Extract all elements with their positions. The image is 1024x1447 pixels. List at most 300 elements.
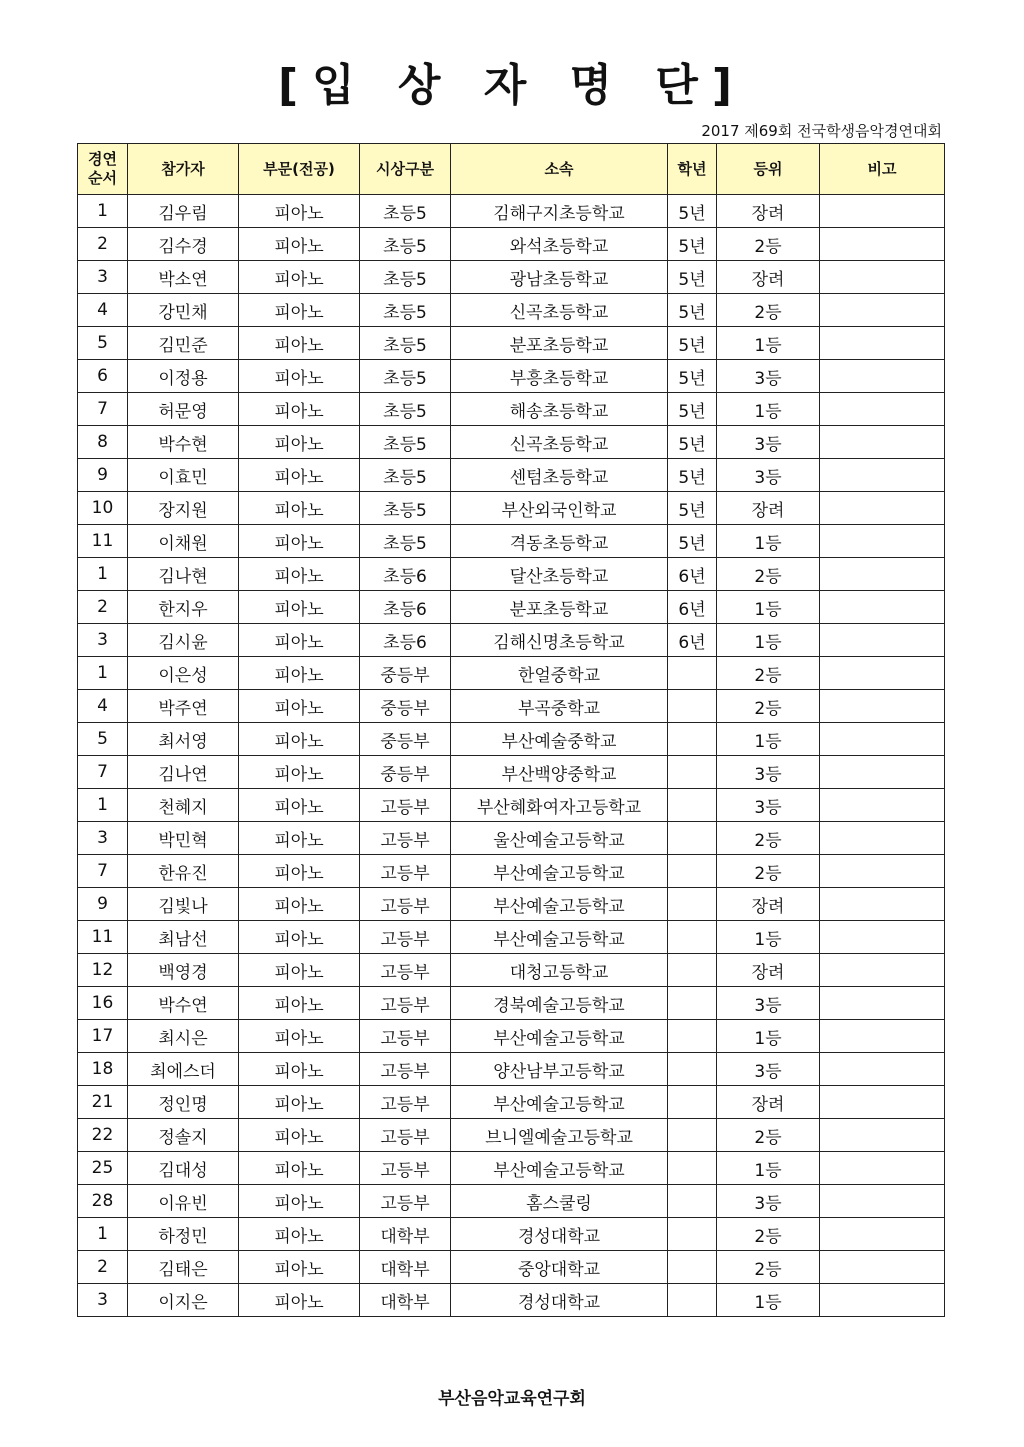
- cell-name: 김태은: [128, 1251, 239, 1284]
- table-row: [78, 987, 945, 1020]
- cell-grade: [668, 1053, 717, 1086]
- table-row: [78, 789, 945, 822]
- cell-name: 천혜지: [128, 789, 239, 822]
- cell-division: 피아노: [239, 459, 360, 492]
- cell-school: 부흥초등학교: [451, 360, 668, 393]
- cell-rank: 1등: [717, 525, 820, 558]
- cell-order: 6: [78, 360, 128, 393]
- cell-order: 9: [78, 888, 128, 921]
- table-row: [78, 690, 945, 723]
- cell-school: 부곡중학교: [451, 690, 668, 723]
- table-row: [78, 954, 945, 987]
- cell-division: 피아노: [239, 723, 360, 756]
- cell-note: [820, 558, 945, 591]
- cell-division: 피아노: [239, 921, 360, 954]
- cell-name: 최에스더: [128, 1053, 239, 1086]
- cell-category: 고등부: [360, 855, 451, 888]
- table-header-row: [78, 144, 945, 195]
- cell-note: [820, 1020, 945, 1053]
- cell-category: 고등부: [360, 1086, 451, 1119]
- cell-order: 16: [78, 987, 128, 1020]
- cell-grade: [668, 1020, 717, 1053]
- cell-order: 25: [78, 1152, 128, 1185]
- cell-category: 초등5: [360, 327, 451, 360]
- cell-school: 부산예술고등학교: [451, 921, 668, 954]
- cell-school: 해송초등학교: [451, 393, 668, 426]
- table-row: [78, 558, 945, 591]
- table-row: [78, 657, 945, 690]
- cell-order: 2: [78, 1251, 128, 1284]
- cell-division: 피아노: [239, 624, 360, 657]
- cell-category: 중등부: [360, 756, 451, 789]
- cell-division: 피아노: [239, 855, 360, 888]
- cell-grade: 5년: [668, 492, 717, 525]
- cell-grade: 5년: [668, 393, 717, 426]
- table-row: [78, 1119, 945, 1152]
- cell-grade: 5년: [668, 294, 717, 327]
- table-row: [78, 360, 945, 393]
- cell-name: 박민혁: [128, 822, 239, 855]
- cell-grade: [668, 1284, 717, 1317]
- cell-category: 초등5: [360, 228, 451, 261]
- cell-division: 피아노: [239, 690, 360, 723]
- cell-rank: 3등: [717, 360, 820, 393]
- table-row: [78, 1251, 945, 1284]
- cell-school: 김해신명초등학교: [451, 624, 668, 657]
- cell-name: 박주연: [128, 690, 239, 723]
- cell-school: 부산백양중학교: [451, 756, 668, 789]
- table-row: [78, 228, 945, 261]
- table-row: [78, 1053, 945, 1086]
- table-row: [78, 756, 945, 789]
- cell-category: 고등부: [360, 789, 451, 822]
- cell-category: 초등5: [360, 492, 451, 525]
- cell-note: [820, 723, 945, 756]
- cell-note: [820, 1284, 945, 1317]
- cell-order: 22: [78, 1119, 128, 1152]
- cell-category: 대학부: [360, 1218, 451, 1251]
- cell-note: [820, 426, 945, 459]
- cell-order: 8: [78, 426, 128, 459]
- cell-rank: 1등: [717, 591, 820, 624]
- cell-name: 한지우: [128, 591, 239, 624]
- cell-school: 분포초등학교: [451, 327, 668, 360]
- cell-note: [820, 921, 945, 954]
- cell-category: 초등5: [360, 525, 451, 558]
- cell-order: 3: [78, 261, 128, 294]
- cell-category: 고등부: [360, 954, 451, 987]
- organization-footer: 부산음악교육연구회: [438, 1389, 586, 1409]
- cell-order: 11: [78, 525, 128, 558]
- header-note: 비고: [820, 144, 945, 195]
- cell-grade: 6년: [668, 591, 717, 624]
- cell-division: 피아노: [239, 261, 360, 294]
- header-school: 소속: [451, 144, 668, 195]
- cell-school: 경성대학교: [451, 1284, 668, 1317]
- table-row: [78, 624, 945, 657]
- cell-grade: [668, 855, 717, 888]
- cell-category: 중등부: [360, 723, 451, 756]
- table-row: [78, 459, 945, 492]
- cell-rank: 2등: [717, 558, 820, 591]
- cell-rank: 장려: [717, 954, 820, 987]
- cell-school: 김해구지초등학교: [451, 195, 668, 228]
- cell-name: 박수현: [128, 426, 239, 459]
- cell-rank: 1등: [717, 393, 820, 426]
- cell-grade: [668, 888, 717, 921]
- cell-rank: 장려: [717, 492, 820, 525]
- cell-division: 피아노: [239, 954, 360, 987]
- cell-school: 대청고등학교: [451, 954, 668, 987]
- header-rank: 등위: [717, 144, 820, 195]
- cell-division: 피아노: [239, 1251, 360, 1284]
- cell-order: 3: [78, 1284, 128, 1317]
- table-row: [78, 1218, 945, 1251]
- cell-note: [820, 756, 945, 789]
- cell-school: 광남초등학교: [451, 261, 668, 294]
- cell-order: 28: [78, 1185, 128, 1218]
- cell-order: 7: [78, 855, 128, 888]
- cell-name: 김시윤: [128, 624, 239, 657]
- cell-name: 김나현: [128, 558, 239, 591]
- table-row: [78, 195, 945, 228]
- cell-division: 피아노: [239, 1053, 360, 1086]
- cell-rank: 3등: [717, 1185, 820, 1218]
- table-row: [78, 327, 945, 360]
- table-row: [78, 393, 945, 426]
- table-row: [78, 426, 945, 459]
- table-row: [78, 921, 945, 954]
- cell-note: [820, 393, 945, 426]
- cell-school: 부산예술고등학교: [451, 1152, 668, 1185]
- cell-name: 이은성: [128, 657, 239, 690]
- cell-category: 고등부: [360, 921, 451, 954]
- cell-note: [820, 1053, 945, 1086]
- cell-rank: 2등: [717, 855, 820, 888]
- cell-school: 양산남부고등학교: [451, 1053, 668, 1086]
- cell-order: 11: [78, 921, 128, 954]
- cell-rank: 3등: [717, 1053, 820, 1086]
- cell-division: 피아노: [239, 987, 360, 1020]
- cell-name: 김우림: [128, 195, 239, 228]
- cell-note: [820, 855, 945, 888]
- cell-order: 1: [78, 558, 128, 591]
- cell-division: 피아노: [239, 393, 360, 426]
- cell-school: 센텀초등학교: [451, 459, 668, 492]
- cell-category: 대학부: [360, 1284, 451, 1317]
- cell-division: 피아노: [239, 558, 360, 591]
- cell-category: 고등부: [360, 1119, 451, 1152]
- cell-name: 정솔지: [128, 1119, 239, 1152]
- cell-rank: 장려: [717, 195, 820, 228]
- cell-grade: [668, 657, 717, 690]
- cell-note: [820, 360, 945, 393]
- winners-table: [77, 143, 945, 1317]
- cell-rank: 1등: [717, 327, 820, 360]
- cell-rank: 1등: [717, 723, 820, 756]
- cell-rank: 2등: [717, 1119, 820, 1152]
- cell-note: [820, 789, 945, 822]
- cell-name: 김나연: [128, 756, 239, 789]
- cell-note: [820, 1086, 945, 1119]
- cell-note: [820, 987, 945, 1020]
- header-category: 시상구분: [360, 144, 451, 195]
- cell-school: 경북예술고등학교: [451, 987, 668, 1020]
- cell-name: 이채원: [128, 525, 239, 558]
- cell-note: [820, 624, 945, 657]
- cell-note: [820, 1185, 945, 1218]
- cell-grade: [668, 822, 717, 855]
- cell-name: 김대성: [128, 1152, 239, 1185]
- cell-note: [820, 195, 945, 228]
- cell-rank: 장려: [717, 261, 820, 294]
- cell-division: 피아노: [239, 822, 360, 855]
- cell-category: 초등6: [360, 591, 451, 624]
- table-row: [78, 1284, 945, 1317]
- cell-note: [820, 1218, 945, 1251]
- cell-school: 와석초등학교: [451, 228, 668, 261]
- cell-note: [820, 888, 945, 921]
- table-row: [78, 1086, 945, 1119]
- cell-division: 피아노: [239, 789, 360, 822]
- cell-rank: 3등: [717, 459, 820, 492]
- cell-grade: 6년: [668, 558, 717, 591]
- table-row: [78, 723, 945, 756]
- cell-order: 1: [78, 195, 128, 228]
- cell-name: 최서영: [128, 723, 239, 756]
- cell-category: 고등부: [360, 1152, 451, 1185]
- cell-rank: 장려: [717, 1086, 820, 1119]
- cell-name: 정인명: [128, 1086, 239, 1119]
- header-grade: 학년: [668, 144, 717, 195]
- cell-school: 부산혜화여자고등학교: [451, 789, 668, 822]
- cell-rank: 1등: [717, 1152, 820, 1185]
- cell-category: 초등5: [360, 459, 451, 492]
- page-title: [입 상 자 명 단]: [277, 60, 746, 111]
- cell-category: 고등부: [360, 987, 451, 1020]
- cell-school: 분포초등학교: [451, 591, 668, 624]
- cell-grade: [668, 690, 717, 723]
- cell-division: 피아노: [239, 1284, 360, 1317]
- cell-grade: 5년: [668, 525, 717, 558]
- cell-division: 피아노: [239, 1086, 360, 1119]
- cell-order: 12: [78, 954, 128, 987]
- cell-grade: 5년: [668, 327, 717, 360]
- cell-category: 고등부: [360, 1053, 451, 1086]
- cell-name: 최남선: [128, 921, 239, 954]
- cell-order: 2: [78, 228, 128, 261]
- cell-rank: 3등: [717, 789, 820, 822]
- cell-rank: 3등: [717, 756, 820, 789]
- cell-school: 달산초등학교: [451, 558, 668, 591]
- cell-grade: [668, 987, 717, 1020]
- cell-rank: 1등: [717, 1284, 820, 1317]
- cell-school: 한얼중학교: [451, 657, 668, 690]
- header-name: 참가자: [128, 144, 239, 195]
- cell-school: 울산예술고등학교: [451, 822, 668, 855]
- table-row: [78, 591, 945, 624]
- cell-grade: [668, 756, 717, 789]
- cell-note: [820, 657, 945, 690]
- cell-rank: 1등: [717, 624, 820, 657]
- cell-order: 9: [78, 459, 128, 492]
- cell-school: 부산예술중학교: [451, 723, 668, 756]
- cell-division: 피아노: [239, 591, 360, 624]
- cell-school: 부산예술고등학교: [451, 888, 668, 921]
- cell-note: [820, 525, 945, 558]
- cell-grade: 5년: [668, 261, 717, 294]
- cell-name: 하정민: [128, 1218, 239, 1251]
- cell-division: 피아노: [239, 1218, 360, 1251]
- cell-school: 부산예술고등학교: [451, 1086, 668, 1119]
- table-row: [78, 1185, 945, 1218]
- cell-name: 김빛나: [128, 888, 239, 921]
- cell-division: 피아노: [239, 888, 360, 921]
- cell-category: 초등5: [360, 426, 451, 459]
- cell-school: 부산예술고등학교: [451, 855, 668, 888]
- cell-rank: 3등: [717, 987, 820, 1020]
- cell-category: 초등5: [360, 360, 451, 393]
- table-row: [78, 294, 945, 327]
- cell-rank: 3등: [717, 426, 820, 459]
- cell-division: 피아노: [239, 1020, 360, 1053]
- cell-grade: [668, 1185, 717, 1218]
- cell-division: 피아노: [239, 492, 360, 525]
- cell-grade: [668, 1086, 717, 1119]
- header-order: 경연 순서: [78, 144, 128, 195]
- cell-division: 피아노: [239, 525, 360, 558]
- cell-name: 김민준: [128, 327, 239, 360]
- cell-name: 이지은: [128, 1284, 239, 1317]
- cell-school: 브니엘예술고등학교: [451, 1119, 668, 1152]
- table-row: [78, 1152, 945, 1185]
- cell-grade: [668, 954, 717, 987]
- cell-name: 이정용: [128, 360, 239, 393]
- cell-order: 7: [78, 756, 128, 789]
- competition-subtitle: 2017 제69회 전국학생음악경연대회: [701, 122, 942, 140]
- cell-note: [820, 228, 945, 261]
- cell-grade: 5년: [668, 228, 717, 261]
- cell-rank: 2등: [717, 228, 820, 261]
- cell-name: 박수연: [128, 987, 239, 1020]
- cell-order: 4: [78, 294, 128, 327]
- table-row: [78, 822, 945, 855]
- cell-category: 초등6: [360, 558, 451, 591]
- cell-division: 피아노: [239, 327, 360, 360]
- cell-division: 피아노: [239, 1185, 360, 1218]
- cell-rank: 2등: [717, 1218, 820, 1251]
- cell-grade: 5년: [668, 426, 717, 459]
- cell-rank: 2등: [717, 822, 820, 855]
- cell-order: 1: [78, 657, 128, 690]
- cell-note: [820, 1251, 945, 1284]
- table-row: [78, 888, 945, 921]
- cell-note: [820, 492, 945, 525]
- cell-name: 장지원: [128, 492, 239, 525]
- cell-rank: 장려: [717, 888, 820, 921]
- cell-order: 10: [78, 492, 128, 525]
- cell-category: 초등5: [360, 294, 451, 327]
- cell-name: 김수경: [128, 228, 239, 261]
- cell-note: [820, 954, 945, 987]
- cell-grade: [668, 723, 717, 756]
- table-body: [78, 195, 945, 1317]
- cell-note: [820, 690, 945, 723]
- cell-note: [820, 294, 945, 327]
- cell-school: 홈스쿨링: [451, 1185, 668, 1218]
- cell-name: 박소연: [128, 261, 239, 294]
- cell-order: 17: [78, 1020, 128, 1053]
- cell-name: 최시은: [128, 1020, 239, 1053]
- cell-order: 3: [78, 822, 128, 855]
- cell-school: 신곡초등학교: [451, 294, 668, 327]
- cell-note: [820, 459, 945, 492]
- cell-name: 백영경: [128, 954, 239, 987]
- cell-division: 피아노: [239, 195, 360, 228]
- table-row: [78, 1020, 945, 1053]
- cell-note: [820, 261, 945, 294]
- cell-grade: [668, 921, 717, 954]
- cell-rank: 2등: [717, 657, 820, 690]
- cell-category: 초등6: [360, 624, 451, 657]
- cell-order: 7: [78, 393, 128, 426]
- cell-division: 피아노: [239, 228, 360, 261]
- cell-grade: [668, 789, 717, 822]
- cell-school: 부산외국인학교: [451, 492, 668, 525]
- cell-school: 중앙대학교: [451, 1251, 668, 1284]
- cell-note: [820, 1152, 945, 1185]
- cell-note: [820, 1119, 945, 1152]
- cell-category: 고등부: [360, 1020, 451, 1053]
- cell-school: 격동초등학교: [451, 525, 668, 558]
- table-row: [78, 855, 945, 888]
- cell-category: 중등부: [360, 657, 451, 690]
- cell-division: 피아노: [239, 657, 360, 690]
- cell-order: 3: [78, 624, 128, 657]
- cell-grade: [668, 1218, 717, 1251]
- cell-grade: 5년: [668, 459, 717, 492]
- cell-grade: 5년: [668, 195, 717, 228]
- cell-category: 고등부: [360, 822, 451, 855]
- cell-note: [820, 327, 945, 360]
- cell-order: 1: [78, 789, 128, 822]
- cell-order: 2: [78, 591, 128, 624]
- cell-category: 고등부: [360, 888, 451, 921]
- cell-grade: 5년: [668, 360, 717, 393]
- cell-division: 피아노: [239, 1119, 360, 1152]
- cell-note: [820, 822, 945, 855]
- cell-grade: [668, 1251, 717, 1284]
- cell-school: 신곡초등학교: [451, 426, 668, 459]
- cell-name: 강민채: [128, 294, 239, 327]
- cell-category: 초등5: [360, 261, 451, 294]
- cell-order: 5: [78, 327, 128, 360]
- cell-division: 피아노: [239, 756, 360, 789]
- cell-category: 중등부: [360, 690, 451, 723]
- table-row: [78, 525, 945, 558]
- cell-rank: 1등: [717, 1020, 820, 1053]
- cell-order: 1: [78, 1218, 128, 1251]
- cell-note: [820, 591, 945, 624]
- cell-division: 피아노: [239, 1152, 360, 1185]
- header-division: 부문(전공): [239, 144, 360, 195]
- cell-school: 경성대학교: [451, 1218, 668, 1251]
- cell-category: 고등부: [360, 1185, 451, 1218]
- cell-division: 피아노: [239, 360, 360, 393]
- table-row: [78, 261, 945, 294]
- cell-grade: [668, 1119, 717, 1152]
- cell-rank: 2등: [717, 690, 820, 723]
